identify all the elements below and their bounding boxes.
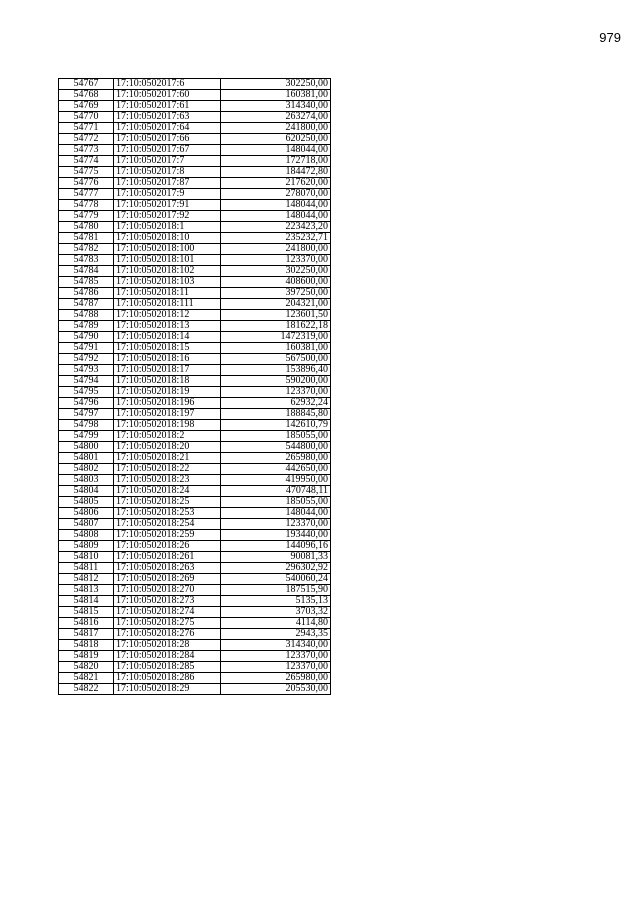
row-number-cell: 54807 bbox=[59, 519, 114, 530]
cadastral-value-cell: 470748,11 bbox=[221, 486, 331, 497]
cadastral-number-cell: 17:10:0502018:269 bbox=[114, 574, 221, 585]
row-number-cell: 54820 bbox=[59, 662, 114, 673]
cadastral-number-cell: 17:10:0502018:101 bbox=[114, 255, 221, 266]
table-row bbox=[59, 299, 331, 310]
row-number-cell: 54817 bbox=[59, 629, 114, 640]
cadastral-value-cell: 3703,32 bbox=[221, 607, 331, 618]
table-row bbox=[59, 409, 331, 420]
table-row bbox=[59, 651, 331, 662]
table-row bbox=[59, 101, 331, 112]
table-row bbox=[59, 530, 331, 541]
row-number-cell: 54786 bbox=[59, 288, 114, 299]
table-row bbox=[59, 596, 331, 607]
cadastral-value-cell: 302250,00 bbox=[221, 266, 331, 277]
cadastral-number-cell: 17:10:0502018:26 bbox=[114, 541, 221, 552]
cadastral-value-cell: 90081,33 bbox=[221, 552, 331, 563]
row-number-cell: 54783 bbox=[59, 255, 114, 266]
table-row bbox=[59, 200, 331, 211]
cadastral-value-cell: 265980,00 bbox=[221, 453, 331, 464]
cadastral-number-cell: 17:10:0502018:16 bbox=[114, 354, 221, 365]
cadastral-value-cell: 205530,00 bbox=[221, 684, 331, 695]
table-row bbox=[59, 354, 331, 365]
page-number: 979 bbox=[599, 30, 621, 45]
table-row bbox=[59, 475, 331, 486]
row-number-cell: 54813 bbox=[59, 585, 114, 596]
cadastral-number-cell: 17:10:0502017:7 bbox=[114, 156, 221, 167]
row-number-cell: 54776 bbox=[59, 178, 114, 189]
row-number-cell: 54806 bbox=[59, 508, 114, 519]
row-number-cell: 54787 bbox=[59, 299, 114, 310]
cadastral-number-cell: 17:10:0502018:19 bbox=[114, 387, 221, 398]
row-number-cell: 54811 bbox=[59, 563, 114, 574]
table-row bbox=[59, 321, 331, 332]
table-row bbox=[59, 574, 331, 585]
row-number-cell: 54770 bbox=[59, 112, 114, 123]
cadastral-value-cell: 123370,00 bbox=[221, 651, 331, 662]
table-row bbox=[59, 453, 331, 464]
cadastral-value-cell: 185055,00 bbox=[221, 431, 331, 442]
table-row bbox=[59, 145, 331, 156]
row-number-cell: 54779 bbox=[59, 211, 114, 222]
cadastral-value-cell: 144096,16 bbox=[221, 541, 331, 552]
cadastral-value-cell: 296302,92 bbox=[221, 563, 331, 574]
cadastral-value-cell: 4114,80 bbox=[221, 618, 331, 629]
cadastral-value-cell: 185055,00 bbox=[221, 497, 331, 508]
table-row bbox=[59, 618, 331, 629]
table-row bbox=[59, 332, 331, 343]
cadastral-value-cell: 123370,00 bbox=[221, 662, 331, 673]
row-number-cell: 54808 bbox=[59, 530, 114, 541]
cadastral-value-cell: 590200,00 bbox=[221, 376, 331, 387]
cadastral-value-cell: 184472,80 bbox=[221, 167, 331, 178]
cadastral-number-cell: 17:10:0502018:253 bbox=[114, 508, 221, 519]
cadastral-number-cell: 17:10:0502018:20 bbox=[114, 442, 221, 453]
row-number-cell: 54790 bbox=[59, 332, 114, 343]
row-number-cell: 54802 bbox=[59, 464, 114, 475]
row-number-cell: 54789 bbox=[59, 321, 114, 332]
cadastral-number-cell: 17:10:0502018:276 bbox=[114, 629, 221, 640]
cadastral-number-cell: 17:10:0502017:60 bbox=[114, 90, 221, 101]
row-number-cell: 54815 bbox=[59, 607, 114, 618]
table-row bbox=[59, 673, 331, 684]
row-number-cell: 54814 bbox=[59, 596, 114, 607]
row-number-cell: 54800 bbox=[59, 442, 114, 453]
table-row bbox=[59, 156, 331, 167]
row-number-cell: 54791 bbox=[59, 343, 114, 354]
cadastral-number-cell: 17:10:0502017:6 bbox=[114, 79, 221, 90]
row-number-cell: 54767 bbox=[59, 79, 114, 90]
cadastral-value-cell: 408600,00 bbox=[221, 277, 331, 288]
table-row bbox=[59, 90, 331, 101]
cadastral-number-cell: 17:10:0502018:15 bbox=[114, 343, 221, 354]
table-row bbox=[59, 552, 331, 563]
row-number-cell: 54774 bbox=[59, 156, 114, 167]
cadastral-number-cell: 17:10:0502018:259 bbox=[114, 530, 221, 541]
cadastral-value-cell: 160381,00 bbox=[221, 343, 331, 354]
cadastral-number-cell: 17:10:0502018:17 bbox=[114, 365, 221, 376]
cadastral-value-table bbox=[58, 78, 331, 695]
cadastral-number-cell: 17:10:0502017:9 bbox=[114, 189, 221, 200]
cadastral-value-cell: 153896,40 bbox=[221, 365, 331, 376]
cadastral-value-cell: 142610,79 bbox=[221, 420, 331, 431]
cadastral-number-cell: 17:10:0502018:103 bbox=[114, 277, 221, 288]
row-number-cell: 54782 bbox=[59, 244, 114, 255]
table-row bbox=[59, 134, 331, 145]
table-row bbox=[59, 376, 331, 387]
table-row bbox=[59, 178, 331, 189]
row-number-cell: 54812 bbox=[59, 574, 114, 585]
table-row bbox=[59, 211, 331, 222]
table-row bbox=[59, 442, 331, 453]
cadastral-value-cell: 62932,24 bbox=[221, 398, 331, 409]
cadastral-value-cell: 148044,00 bbox=[221, 508, 331, 519]
cadastral-number-cell: 17:10:0502018:285 bbox=[114, 662, 221, 673]
cadastral-number-cell: 17:10:0502018:275 bbox=[114, 618, 221, 629]
cadastral-number-cell: 17:10:0502017:66 bbox=[114, 134, 221, 145]
cadastral-value-cell: 235232,71 bbox=[221, 233, 331, 244]
cadastral-value-cell: 265980,00 bbox=[221, 673, 331, 684]
table-row bbox=[59, 398, 331, 409]
row-number-cell: 54777 bbox=[59, 189, 114, 200]
row-number-cell: 54788 bbox=[59, 310, 114, 321]
row-number-cell: 54773 bbox=[59, 145, 114, 156]
cadastral-value-cell: 278070,00 bbox=[221, 189, 331, 200]
row-number-cell: 54771 bbox=[59, 123, 114, 134]
row-number-cell: 54803 bbox=[59, 475, 114, 486]
cadastral-number-cell: 17:10:0502018:29 bbox=[114, 684, 221, 695]
cadastral-number-cell: 17:10:0502018:273 bbox=[114, 596, 221, 607]
cadastral-value-cell: 567500,00 bbox=[221, 354, 331, 365]
table-row bbox=[59, 79, 331, 90]
cadastral-value-cell: 123601,50 bbox=[221, 310, 331, 321]
table-row bbox=[59, 607, 331, 618]
row-number-cell: 54769 bbox=[59, 101, 114, 112]
cadastral-value-cell: 187515,90 bbox=[221, 585, 331, 596]
cadastral-number-cell: 17:10:0502018:2 bbox=[114, 431, 221, 442]
table-row bbox=[59, 640, 331, 651]
cadastral-number-cell: 17:10:0502018:261 bbox=[114, 552, 221, 563]
row-number-cell: 54796 bbox=[59, 398, 114, 409]
cadastral-number-cell: 17:10:0502017:92 bbox=[114, 211, 221, 222]
cadastral-number-cell: 17:10:0502018:100 bbox=[114, 244, 221, 255]
cadastral-value-cell: 397250,00 bbox=[221, 288, 331, 299]
cadastral-value-cell: 302250,00 bbox=[221, 79, 331, 90]
row-number-cell: 54810 bbox=[59, 552, 114, 563]
table-row bbox=[59, 486, 331, 497]
cadastral-number-cell: 17:10:0502018:10 bbox=[114, 233, 221, 244]
cadastral-value-cell: 419950,00 bbox=[221, 475, 331, 486]
cadastral-number-cell: 17:10:0502018:270 bbox=[114, 585, 221, 596]
cadastral-value-cell: 241800,00 bbox=[221, 123, 331, 134]
table-row bbox=[59, 431, 331, 442]
cadastral-number-cell: 17:10:0502018:25 bbox=[114, 497, 221, 508]
row-number-cell: 54795 bbox=[59, 387, 114, 398]
cadastral-value-cell: 123370,00 bbox=[221, 519, 331, 530]
row-number-cell: 54799 bbox=[59, 431, 114, 442]
cadastral-number-cell: 17:10:0502018:102 bbox=[114, 266, 221, 277]
row-number-cell: 54772 bbox=[59, 134, 114, 145]
cadastral-value-cell: 181622,18 bbox=[221, 321, 331, 332]
cadastral-number-cell: 17:10:0502018:263 bbox=[114, 563, 221, 574]
cadastral-value-cell: 1472319,00 bbox=[221, 332, 331, 343]
table-row bbox=[59, 244, 331, 255]
table-row bbox=[59, 233, 331, 244]
cadastral-value-cell: 148044,00 bbox=[221, 145, 331, 156]
cadastral-value-cell: 160381,00 bbox=[221, 90, 331, 101]
cadastral-value-cell: 223423,20 bbox=[221, 222, 331, 233]
table-row bbox=[59, 189, 331, 200]
row-number-cell: 54785 bbox=[59, 277, 114, 288]
row-number-cell: 54775 bbox=[59, 167, 114, 178]
table-row bbox=[59, 365, 331, 376]
cadastral-number-cell: 17:10:0502018:197 bbox=[114, 409, 221, 420]
cadastral-value-cell: 314340,00 bbox=[221, 640, 331, 651]
cadastral-number-cell: 17:10:0502018:254 bbox=[114, 519, 221, 530]
cadastral-value-cell: 172718,00 bbox=[221, 156, 331, 167]
cadastral-value-cell: 2943,35 bbox=[221, 629, 331, 640]
cadastral-value-cell: 193440,00 bbox=[221, 530, 331, 541]
cadastral-value-cell: 314340,00 bbox=[221, 101, 331, 112]
cadastral-value-cell: 123370,00 bbox=[221, 255, 331, 266]
cadastral-value-cell: 241800,00 bbox=[221, 244, 331, 255]
table-body bbox=[59, 79, 331, 695]
row-number-cell: 54822 bbox=[59, 684, 114, 695]
cadastral-value-cell: 544800,00 bbox=[221, 442, 331, 453]
cadastral-value-cell: 148044,00 bbox=[221, 211, 331, 222]
cadastral-value-cell: 442650,00 bbox=[221, 464, 331, 475]
row-number-cell: 54794 bbox=[59, 376, 114, 387]
cadastral-number-cell: 17:10:0502018:22 bbox=[114, 464, 221, 475]
row-number-cell: 54818 bbox=[59, 640, 114, 651]
table-row bbox=[59, 310, 331, 321]
cadastral-value-cell: 148044,00 bbox=[221, 200, 331, 211]
cadastral-value-cell: 188845,80 bbox=[221, 409, 331, 420]
row-number-cell: 54778 bbox=[59, 200, 114, 211]
cadastral-number-cell: 17:10:0502018:21 bbox=[114, 453, 221, 464]
row-number-cell: 54819 bbox=[59, 651, 114, 662]
table-row bbox=[59, 684, 331, 695]
row-number-cell: 54793 bbox=[59, 365, 114, 376]
cadastral-number-cell: 17:10:0502018:18 bbox=[114, 376, 221, 387]
cadastral-value-cell: 620250,00 bbox=[221, 134, 331, 145]
cadastral-value-cell: 263274,00 bbox=[221, 112, 331, 123]
table-row bbox=[59, 343, 331, 354]
cadastral-number-cell: 17:10:0502017:61 bbox=[114, 101, 221, 112]
table-row bbox=[59, 266, 331, 277]
cadastral-number-cell: 17:10:0502017:64 bbox=[114, 123, 221, 134]
table-row bbox=[59, 420, 331, 431]
table-row bbox=[59, 255, 331, 266]
cadastral-number-cell: 17:10:0502017:87 bbox=[114, 178, 221, 189]
cadastral-number-cell: 17:10:0502018:24 bbox=[114, 486, 221, 497]
cadastral-number-cell: 17:10:0502018:1 bbox=[114, 222, 221, 233]
table-row bbox=[59, 519, 331, 530]
cadastral-value-cell: 540060,24 bbox=[221, 574, 331, 585]
row-number-cell: 54768 bbox=[59, 90, 114, 101]
table-row bbox=[59, 541, 331, 552]
cadastral-number-cell: 17:10:0502018:23 bbox=[114, 475, 221, 486]
row-number-cell: 54780 bbox=[59, 222, 114, 233]
cadastral-value-cell: 5135,13 bbox=[221, 596, 331, 607]
cadastral-value-cell: 204321,00 bbox=[221, 299, 331, 310]
table-row bbox=[59, 387, 331, 398]
table-row bbox=[59, 563, 331, 574]
row-number-cell: 54804 bbox=[59, 486, 114, 497]
row-number-cell: 54801 bbox=[59, 453, 114, 464]
row-number-cell: 54781 bbox=[59, 233, 114, 244]
cadastral-number-cell: 17:10:0502017:91 bbox=[114, 200, 221, 211]
cadastral-number-cell: 17:10:0502018:196 bbox=[114, 398, 221, 409]
table-row bbox=[59, 167, 331, 178]
table-row bbox=[59, 497, 331, 508]
cadastral-number-cell: 17:10:0502018:111 bbox=[114, 299, 221, 310]
row-number-cell: 54798 bbox=[59, 420, 114, 431]
cadastral-number-cell: 17:10:0502017:8 bbox=[114, 167, 221, 178]
row-number-cell: 54792 bbox=[59, 354, 114, 365]
table-row bbox=[59, 585, 331, 596]
cadastral-number-cell: 17:10:0502018:284 bbox=[114, 651, 221, 662]
cadastral-number-cell: 17:10:0502018:14 bbox=[114, 332, 221, 343]
cadastral-number-cell: 17:10:0502018:198 bbox=[114, 420, 221, 431]
cadastral-number-cell: 17:10:0502018:13 bbox=[114, 321, 221, 332]
row-number-cell: 54784 bbox=[59, 266, 114, 277]
row-number-cell: 54797 bbox=[59, 409, 114, 420]
cadastral-number-cell: 17:10:0502017:63 bbox=[114, 112, 221, 123]
table-row bbox=[59, 662, 331, 673]
table-row bbox=[59, 277, 331, 288]
cadastral-value-cell: 123370,00 bbox=[221, 387, 331, 398]
table-row bbox=[59, 123, 331, 134]
row-number-cell: 54821 bbox=[59, 673, 114, 684]
table-row bbox=[59, 288, 331, 299]
cadastral-number-cell: 17:10:0502017:67 bbox=[114, 145, 221, 156]
table-row bbox=[59, 222, 331, 233]
table-row bbox=[59, 112, 331, 123]
row-number-cell: 54816 bbox=[59, 618, 114, 629]
table-row bbox=[59, 464, 331, 475]
cadastral-number-cell: 17:10:0502018:274 bbox=[114, 607, 221, 618]
table-row bbox=[59, 508, 331, 519]
cadastral-number-cell: 17:10:0502018:28 bbox=[114, 640, 221, 651]
cadastral-number-cell: 17:10:0502018:12 bbox=[114, 310, 221, 321]
table-row bbox=[59, 629, 331, 640]
cadastral-number-cell: 17:10:0502018:286 bbox=[114, 673, 221, 684]
cadastral-number-cell: 17:10:0502018:11 bbox=[114, 288, 221, 299]
row-number-cell: 54805 bbox=[59, 497, 114, 508]
cadastral-value-cell: 217620,00 bbox=[221, 178, 331, 189]
row-number-cell: 54809 bbox=[59, 541, 114, 552]
